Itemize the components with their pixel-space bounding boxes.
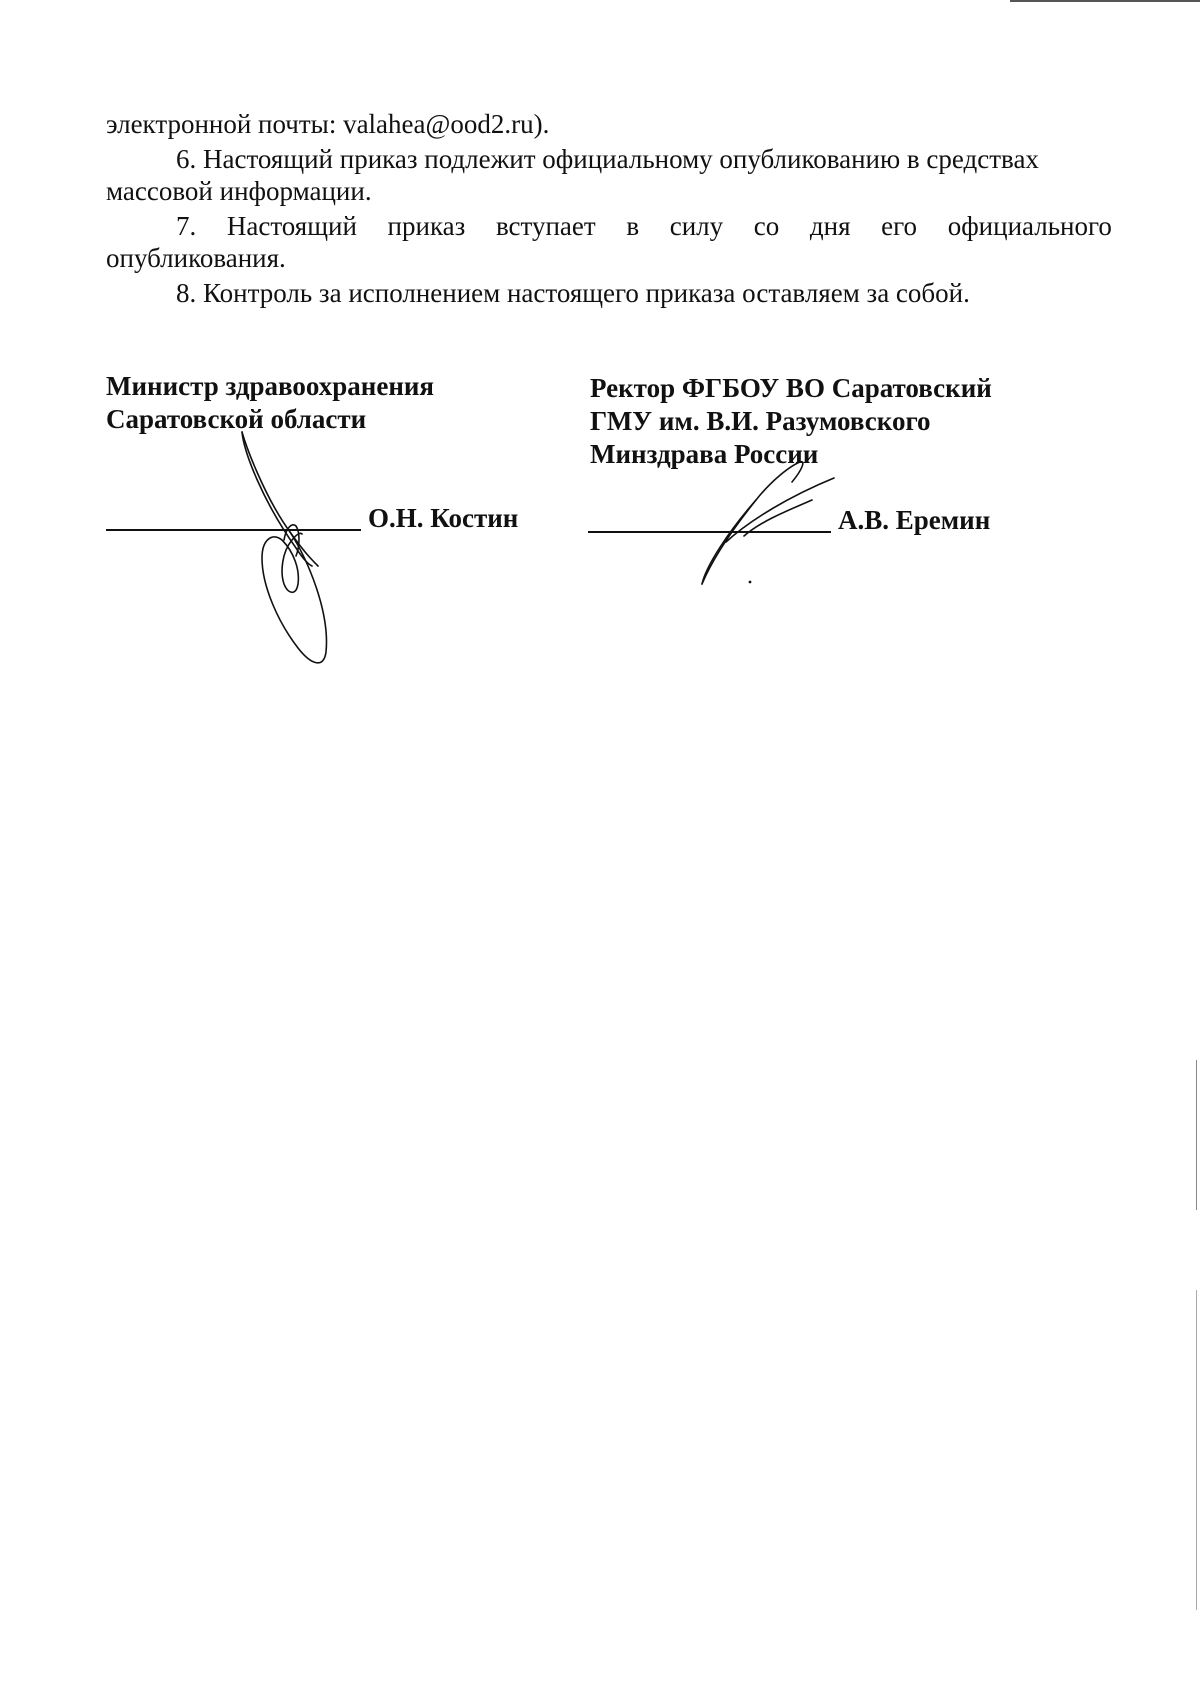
signature-line-left bbox=[106, 529, 361, 531]
signatory-left-title-line-1: Министр здравоохранения bbox=[106, 371, 435, 401]
paragraph-7-word: со bbox=[753, 211, 780, 241]
paragraph-7-word: вступает bbox=[495, 211, 596, 241]
paragraph-7-word: его bbox=[881, 211, 918, 241]
signatory-left-title-line-2: Саратовской области bbox=[106, 404, 367, 434]
paragraph-7-word: дня bbox=[809, 211, 851, 241]
signatory-right-title-line-3: Минздрава России bbox=[590, 439, 819, 469]
signature-right-dot bbox=[749, 581, 752, 584]
body-text bbox=[106, 108, 1112, 309]
scan-edge-mark bbox=[1196, 1060, 1197, 1210]
paragraph-7-word: силу bbox=[669, 211, 724, 241]
signature-left-stroke bbox=[242, 432, 318, 566]
signatory-left-name: О.Н. Костин bbox=[368, 503, 519, 533]
paragraph-email-end: электронной почты: valahea@ood2.ru). bbox=[106, 109, 550, 139]
signatory-left-title bbox=[106, 370, 566, 436]
signatory-right-name: А.В. Еремин bbox=[838, 505, 991, 535]
signatory-right-title-line-1: Ректор ФГБОУ ВО Саратовский bbox=[590, 373, 992, 403]
signatory-right-title-line-2: ГМУ им. В.И. Разумовского bbox=[590, 406, 931, 436]
signatory-right-title bbox=[590, 372, 1110, 471]
paragraph-8: 8. Контроль за исполнением настоящего приказа оставляем за собой. bbox=[176, 278, 970, 308]
scan-edge-mark bbox=[1010, 0, 1200, 2]
signature-left-stroke bbox=[262, 532, 326, 663]
paragraph-7-line-2: опубликования. bbox=[106, 243, 286, 273]
paragraph-7-word: приказ bbox=[387, 211, 466, 241]
signature-right-stroke bbox=[702, 462, 803, 584]
paragraph-7-word: Настоящий bbox=[226, 211, 357, 241]
paragraph-7-word: в bbox=[626, 211, 640, 241]
signature-line-right bbox=[588, 531, 831, 533]
scan-edge-mark bbox=[1196, 1290, 1197, 1610]
paragraph-6-line-2: массовой информации. bbox=[106, 176, 372, 206]
signature-left-stroke bbox=[242, 432, 312, 566]
paragraph-6-line-1: 6. Настоящий приказ подлежит официальному опубликованию в средствах bbox=[176, 144, 1039, 174]
paragraph-7-word: 7. bbox=[176, 211, 197, 241]
paragraph-7-word: официального bbox=[947, 211, 1112, 241]
paragraph-7-line-1 bbox=[106, 210, 1112, 242]
signature-right-stroke bbox=[702, 500, 756, 584]
